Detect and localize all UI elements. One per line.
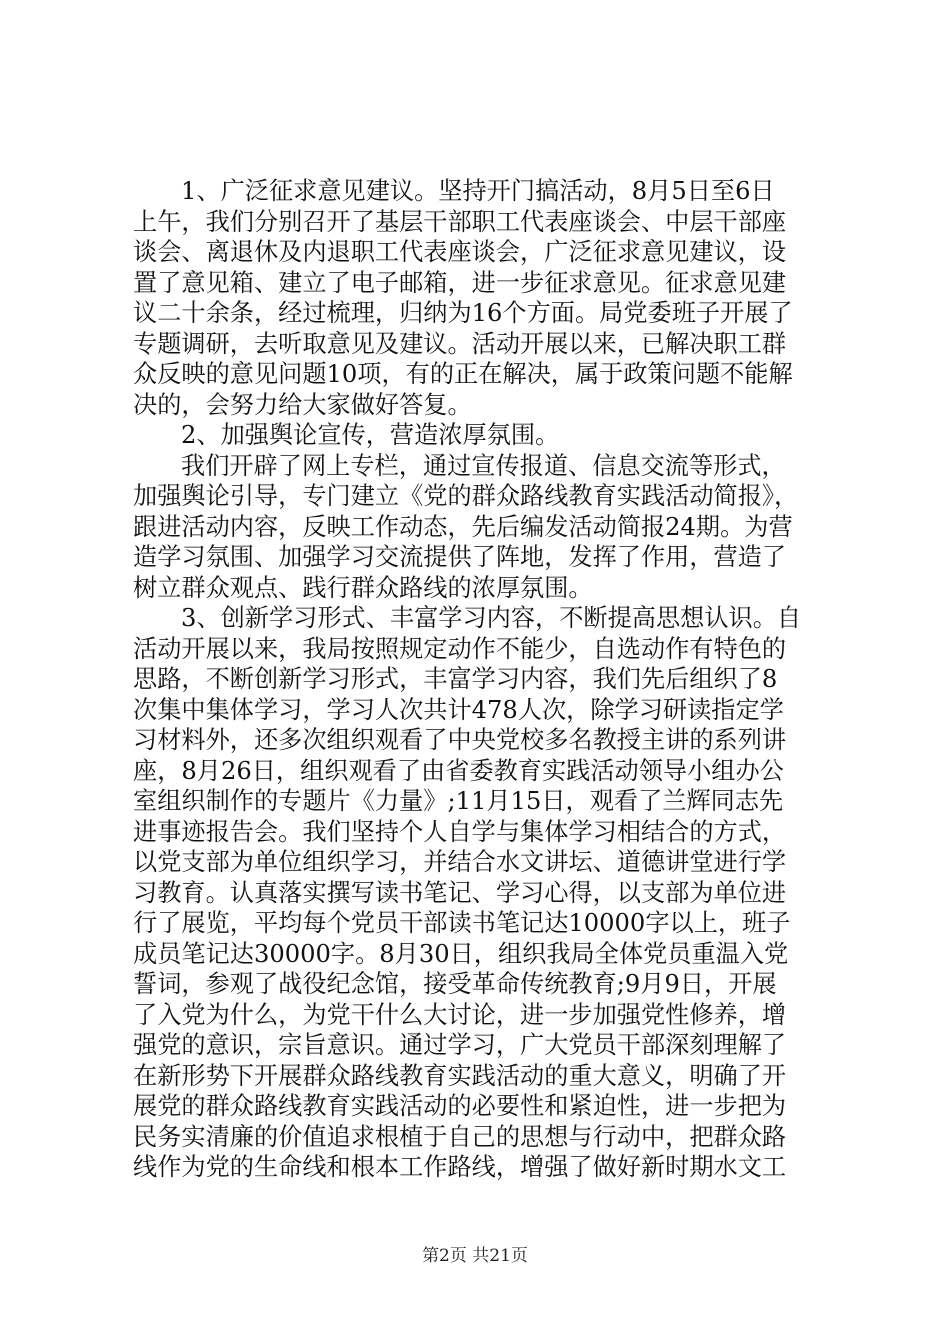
text-line: 展党的群众路线教育实践活动的必要性和紧迫性，进一步把为: [133, 1092, 787, 1120]
text-line: 以党支部为单位组织学习，并结合水文讲坛、道德讲堂进行学: [133, 848, 787, 876]
text-line: 了入党为什么，为党干什么大讨论，进一步加强党性修养，增: [133, 1000, 787, 1029]
text-line: 活动开展以来，我局按照规定动作不能少，自选动作有特色的: [133, 634, 787, 663]
text-line: 室组织制作的专题片《力量》;11月15日，观看了兰辉同志先: [133, 787, 784, 815]
text-line: 3、创新学习形式、丰富学习内容，不断提高思想认识。自: [181, 604, 802, 632]
text-line: 造学习氛围、加强学习交流提供了阵地，发挥了作用，营造了: [133, 543, 787, 571]
text-line: 誓词，参观了战役纪念馆，接受革命传统教育;9月9日，开展: [133, 970, 777, 998]
page-footer: 第2页 共21页: [422, 1246, 528, 1266]
text-line: 习材料外，还多次组织观看了中央党校多名教授主讲的系列讲: [133, 726, 787, 754]
text-line: 加强舆论引导，专门建立《党的群众路线教育实践活动简报》，: [133, 482, 799, 510]
text-line: 我们开辟了网上专栏，通过宣传报道、信息交流等形式，: [181, 451, 786, 480]
text-line: 强党的意识，宗旨意识。通过学习，广大党员干部深刻理解了: [133, 1031, 787, 1059]
text-line: 置了意见箱、建立了电子邮箱，进一步征求意见。征求意见建: [133, 268, 787, 297]
text-line: 树立群众观点、践行群众路线的浓厚氛围。: [133, 573, 593, 602]
text-line: 跟进活动内容，反映工作动态，先后编发活动简报24期。为营: [133, 512, 793, 541]
text-line: 座，8月26日，组织观看了由省委教育实践活动领导小组办公: [133, 756, 784, 785]
text-line: 决的，会努力给大家做好答复。: [133, 390, 472, 419]
document-body: [133, 176, 825, 1183]
text-line: 众反映的意见问题10项，有的正在解决，属于政策问题不能解: [133, 360, 793, 388]
text-line: 习教育。认真落实撰写读书笔记、学习心得，以支部为单位进: [133, 878, 787, 907]
text-line: 专题调研，去听取意见及建议。活动开展以来，已解决职工群: [133, 329, 787, 358]
text-line: 成员笔记达30000字。8月30日，组织我局全体党员重温入党: [133, 939, 789, 968]
text-line: 2、加强舆论宣传，营造浓厚氛围。: [181, 421, 560, 449]
text-line: 议二十余条，经过梳理，归纳为16个方面。局党委班子开展了: [133, 299, 793, 327]
text-line: 线作为党的生命线和根本工作路线，增强了做好新时期水文工: [133, 1153, 787, 1181]
text-line: 民务实清廉的价值追求根植于自己的思想与行动中，把群众路: [133, 1122, 787, 1151]
text-line: 谈会、离退休及内退职工代表座谈会，广泛征求意见建议，设: [133, 238, 787, 266]
text-line: 1、广泛征求意见建议。坚持开门搞活动，8月5日至6日: [181, 177, 775, 205]
text-line: 进事迹报告会。我们坚持个人自学与集体学习相结合的方式，: [133, 817, 787, 846]
text-line: 上午，我们分别召开了基层干部职工代表座谈会、中层干部座: [133, 207, 787, 236]
text-line: 次集中集体学习，学习人次共计478人次，除学习研读指定学: [133, 695, 784, 724]
text-line: 在新形势下开展群众路线教育实践活动的重大意义，明确了开: [133, 1061, 787, 1090]
text-line: 思路，不断创新学习形式，丰富学习内容，我们先后组织了8: [133, 665, 778, 693]
text-line: 行了展览，平均每个党员干部读书笔记达10000字以上，班子: [133, 909, 791, 937]
